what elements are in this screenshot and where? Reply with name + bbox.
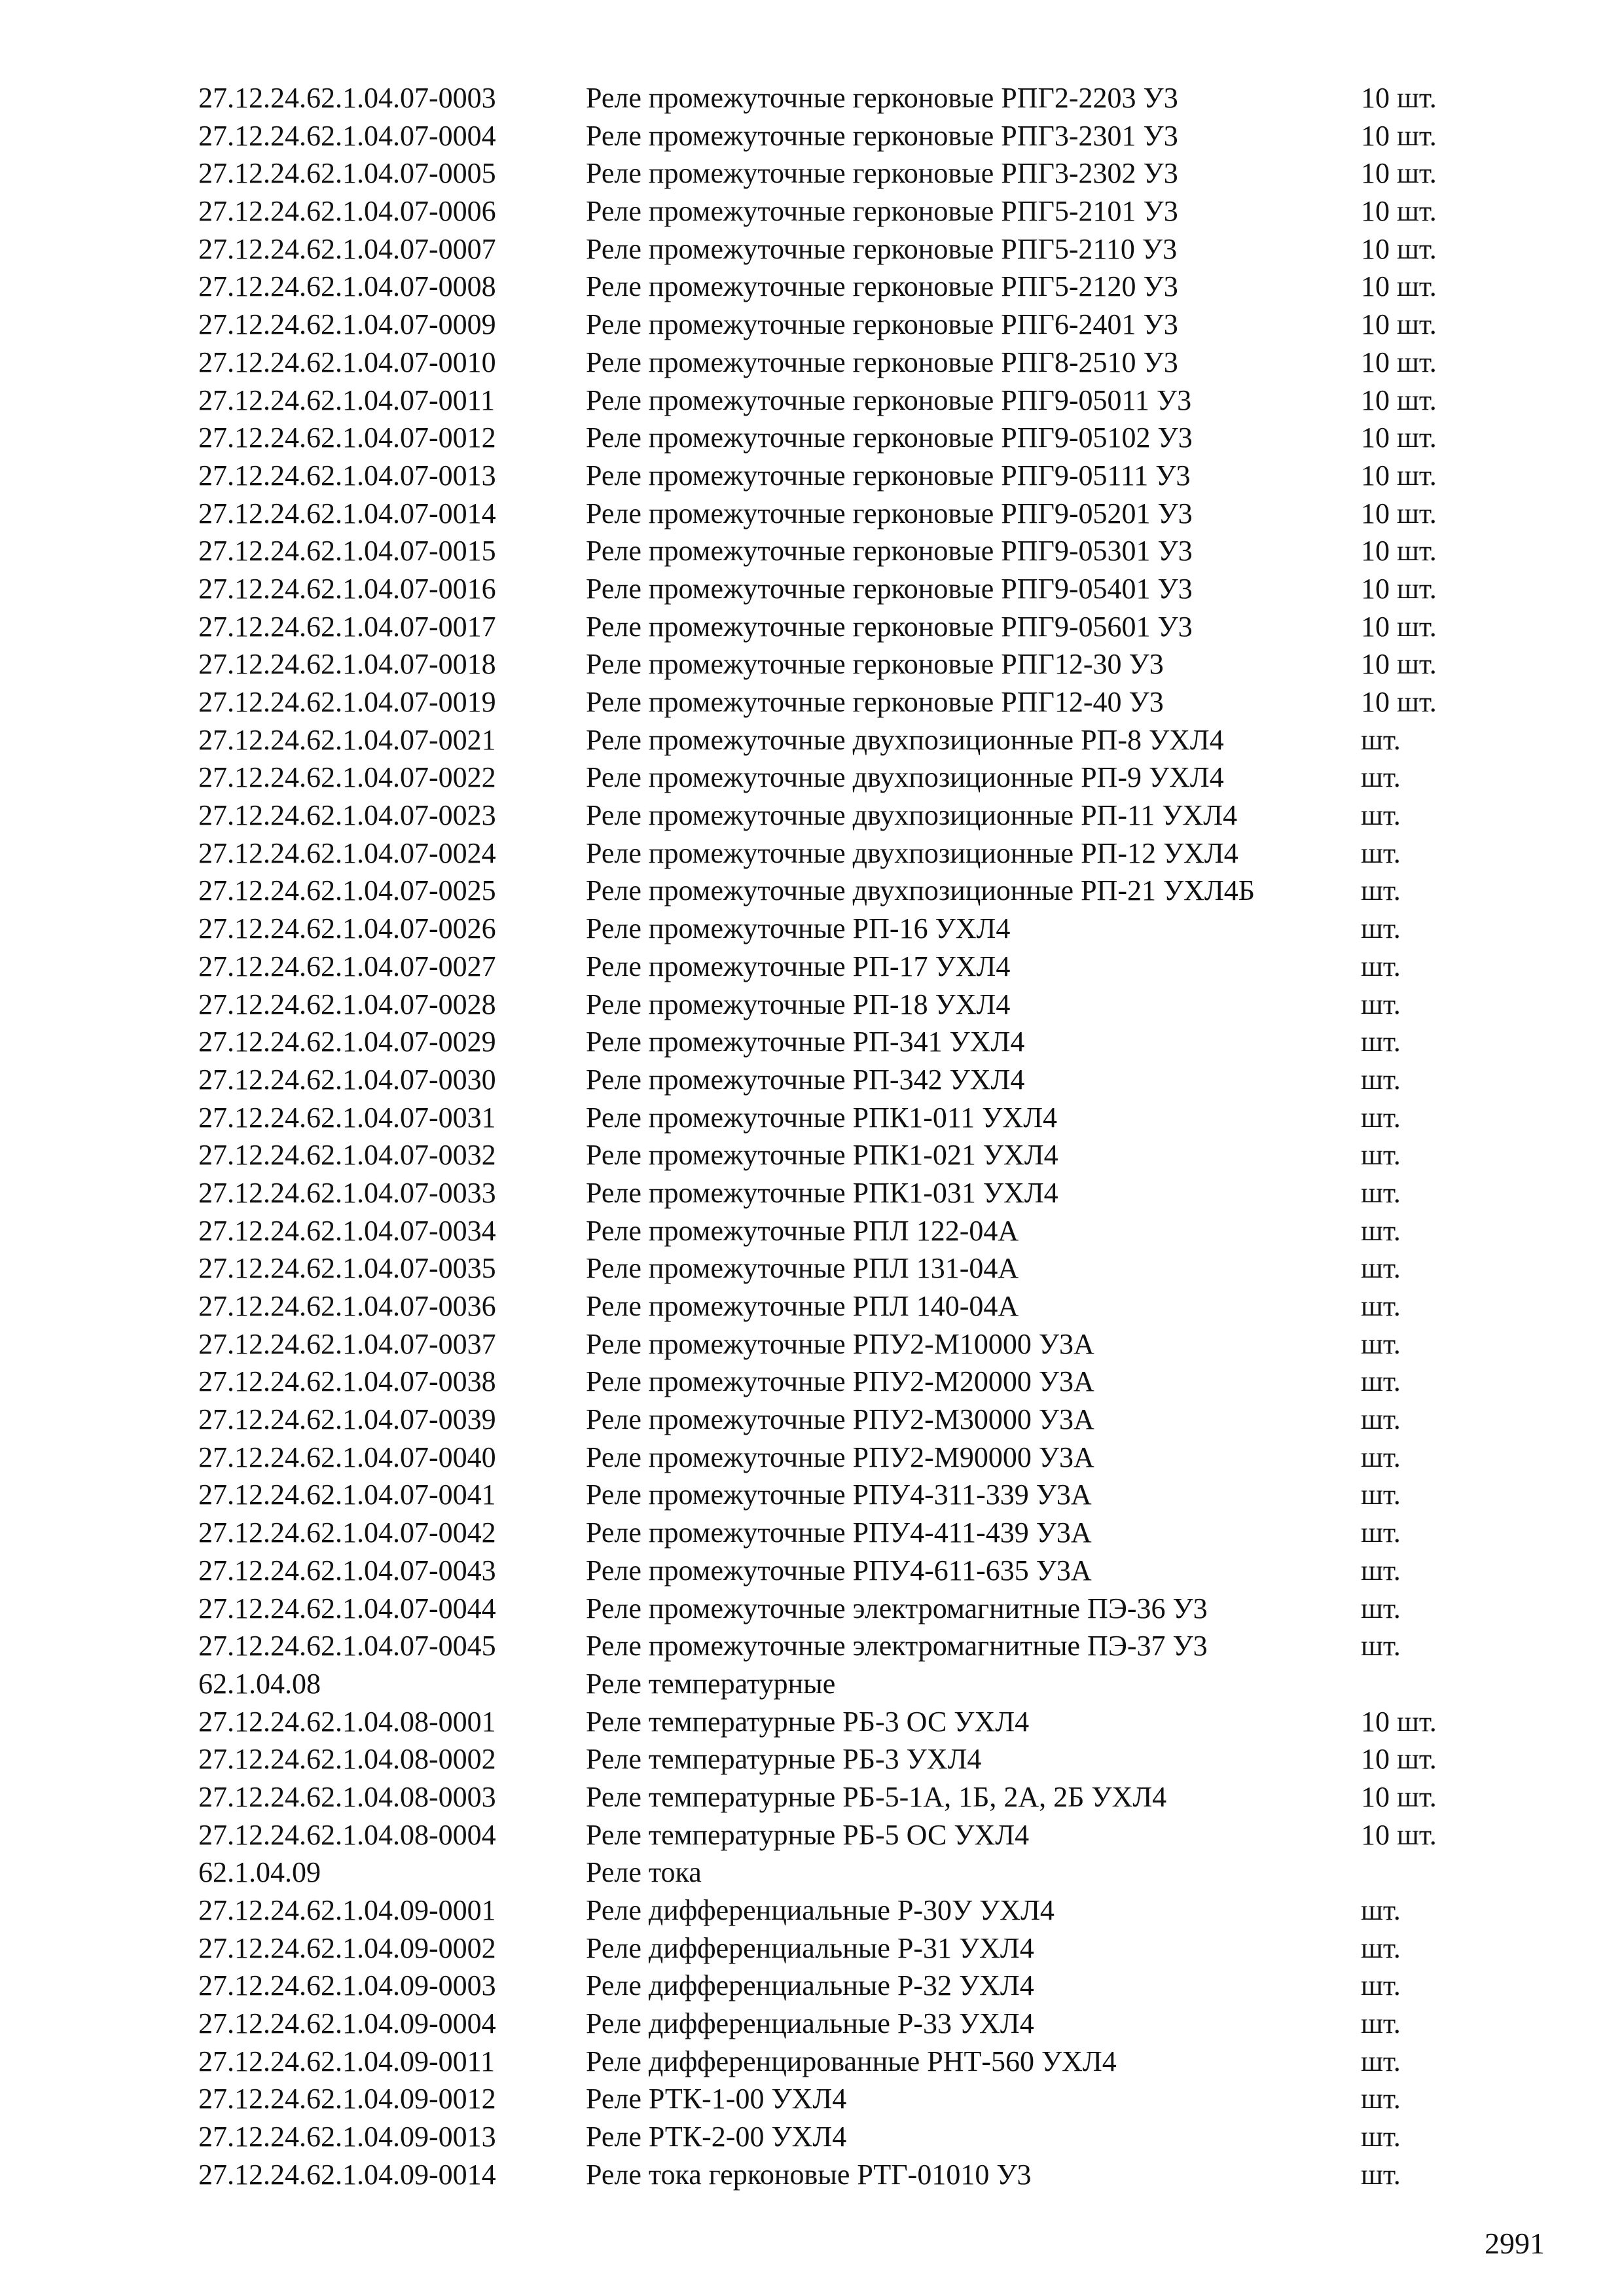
item-unit: 10 шт. — [1361, 232, 1437, 265]
item-code: 27.12.24.62.1.04.07-0022 — [198, 761, 496, 794]
list-item — [0, 721, 1624, 759]
item-name: Реле промежуточные РПУ4-411-439 У3А — [586, 1516, 1092, 1549]
item-code: 27.12.24.62.1.04.07-0016 — [198, 572, 496, 605]
item-code: 27.12.24.62.1.04.07-0003 — [198, 82, 496, 114]
item-name: Реле промежуточные РПК1-021 УХЛ4 — [586, 1139, 1058, 1172]
item-name: Реле промежуточные герконовые РПГ9-05111 У3 — [586, 459, 1191, 492]
item-unit: шт. — [1361, 1101, 1401, 1134]
item-code: 27.12.24.62.1.04.07-0040 — [198, 1441, 496, 1473]
item-name: Реле промежуточные герконовые РПГ8-2510 У3 — [586, 346, 1178, 378]
item-unit: шт. — [1361, 1479, 1401, 1511]
item-name: Реле температурные РБ-3 ОС УХЛ4 — [586, 1705, 1030, 1738]
item-name: Реле температурные РБ-5-1А, 1Б, 2А, 2Б УХЛ4 — [586, 1780, 1167, 1813]
list-item — [0, 382, 1624, 420]
item-unit: 10 шт. — [1361, 1743, 1437, 1776]
item-name: Реле промежуточные герконовые РПГ9-05201 У3 — [586, 497, 1193, 529]
item-name: Реле промежуточные РПЛ 140-04А — [586, 1290, 1019, 1322]
item-name: Реле дифференциальные Р-33 УХЛ4 — [586, 2007, 1034, 2040]
list-item — [0, 1740, 1624, 1778]
item-code: 27.12.24.62.1.04.07-0023 — [198, 799, 496, 832]
item-unit: шт. — [1361, 2045, 1401, 2077]
list-item — [0, 154, 1624, 192]
list-item — [0, 1627, 1624, 1665]
list-item — [0, 344, 1624, 382]
item-name: Реле промежуточные двухпозиционные РП-9 УХЛ4 — [586, 761, 1224, 794]
list-item — [0, 2118, 1624, 2156]
item-unit: шт. — [1361, 1630, 1401, 1662]
item-code: 27.12.24.62.1.04.07-0038 — [198, 1365, 496, 1398]
item-unit: шт. — [1361, 1516, 1401, 1549]
item-unit: 10 шт. — [1361, 82, 1437, 114]
item-unit: шт. — [1361, 1026, 1401, 1058]
item-name: Реле дифференциальные Р-32 УХЛ4 — [586, 1969, 1034, 2002]
item-unit: 10 шт. — [1361, 308, 1437, 341]
list-item — [0, 2043, 1624, 2081]
list-item — [0, 532, 1624, 570]
item-unit: 10 шт. — [1361, 648, 1437, 681]
item-name: Реле промежуточные герконовые РПГ9-05011 У3 — [586, 384, 1192, 416]
item-unit: 10 шт. — [1361, 384, 1437, 416]
item-code: 27.12.24.62.1.04.07-0010 — [198, 346, 496, 378]
item-name: Реле промежуточные РПУ4-611-635 У3А — [586, 1554, 1092, 1587]
list-item — [0, 910, 1624, 948]
item-list — [0, 79, 1624, 2194]
item-name: Реле РТК-2-00 УХЛ4 — [586, 2121, 847, 2153]
item-code: 27.12.24.62.1.04.07-0017 — [198, 610, 496, 643]
item-unit: шт. — [1361, 799, 1401, 832]
item-unit: 10 шт. — [1361, 535, 1437, 567]
item-unit: шт. — [1361, 2158, 1401, 2191]
item-name: Реле промежуточные электромагнитные ПЭ-37 У3 — [586, 1630, 1208, 1662]
list-item — [0, 1665, 1624, 1703]
list-item — [0, 1778, 1624, 1816]
list-item — [0, 1476, 1624, 1514]
item-name: Реле дифференциальные Р-30У УХЛ4 — [586, 1894, 1055, 1926]
item-name: Реле температурные РБ-3 УХЛ4 — [586, 1743, 982, 1776]
list-item — [0, 797, 1624, 834]
list-item — [0, 1703, 1624, 1741]
item-name: Реле промежуточные герконовые РПГ3-2302 У3 — [586, 157, 1178, 190]
item-unit: 10 шт. — [1361, 497, 1437, 529]
list-item — [0, 1439, 1624, 1477]
item-name: Реле промежуточные герконовые РПГ9-05301 У3 — [586, 535, 1193, 567]
item-name: Реле промежуточные двухпозиционные РП-12 УХЛ4 — [586, 836, 1238, 869]
item-code: 27.12.24.62.1.04.09-0004 — [198, 2007, 496, 2040]
list-item — [0, 1401, 1624, 1439]
item-unit: шт. — [1361, 1554, 1401, 1587]
item-unit: шт. — [1361, 1403, 1401, 1436]
list-item — [0, 1967, 1624, 2005]
item-unit: шт. — [1361, 1252, 1401, 1285]
list-item — [0, 419, 1624, 457]
item-name: Реле промежуточные РПУ2-М30000 У3А — [586, 1403, 1094, 1436]
item-name: Реле температурные РБ-5 ОС УХЛ4 — [586, 1818, 1030, 1851]
list-item — [0, 834, 1624, 872]
item-name: Реле промежуточные двухпозиционные РП-8 УХЛ4 — [586, 723, 1224, 756]
list-item — [0, 457, 1624, 495]
item-unit: шт. — [1361, 1176, 1401, 1209]
item-name: Реле промежуточные электромагнитные ПЭ-36 У3 — [586, 1592, 1208, 1624]
item-unit: шт. — [1361, 1441, 1401, 1473]
item-code: 27.12.24.62.1.04.07-0013 — [198, 459, 496, 492]
item-name: Реле дифференциальные Р-31 УХЛ4 — [586, 1931, 1034, 1964]
item-code: 62.1.04.08 — [198, 1667, 321, 1700]
item-name: Реле промежуточные герконовые РПГ3-2301 У3 — [586, 119, 1178, 152]
item-code: 27.12.24.62.1.04.07-0015 — [198, 535, 496, 567]
item-code: 27.12.24.62.1.04.07-0004 — [198, 119, 496, 152]
page-number: 2991 — [1485, 2227, 1545, 2260]
item-name: Реле промежуточные герконовые РПГ5-2110 У3 — [586, 232, 1178, 265]
list-item — [0, 1363, 1624, 1401]
item-code: 27.12.24.62.1.04.07-0019 — [198, 686, 496, 718]
item-unit: 10 шт. — [1361, 119, 1437, 152]
item-code: 27.12.24.62.1.04.09-0002 — [198, 1931, 496, 1964]
item-unit: шт. — [1361, 1931, 1401, 1964]
list-item — [0, 948, 1624, 986]
list-item — [0, 2005, 1624, 2043]
list-item — [0, 1892, 1624, 1929]
item-name: Реле промежуточные герконовые РПГ5-2101 У3 — [586, 195, 1178, 228]
list-item — [0, 268, 1624, 306]
item-unit: 10 шт. — [1361, 195, 1437, 228]
list-item — [0, 1552, 1624, 1590]
item-code: 27.12.24.62.1.04.07-0029 — [198, 1026, 496, 1058]
item-code: 27.12.24.62.1.04.09-0003 — [198, 1969, 496, 2002]
item-code: 27.12.24.62.1.04.07-0034 — [198, 1214, 496, 1247]
item-unit: шт. — [1361, 2007, 1401, 2040]
item-code: 27.12.24.62.1.04.07-0024 — [198, 836, 496, 869]
item-name: Реле промежуточные РПК1-011 УХЛ4 — [586, 1101, 1058, 1134]
item-name: Реле РТК-1-00 УХЛ4 — [586, 2083, 847, 2115]
item-name: Реле промежуточные РП-17 УХЛ4 — [586, 950, 1011, 982]
list-item — [0, 306, 1624, 344]
item-code: 27.12.24.62.1.04.07-0005 — [198, 157, 496, 190]
item-code: 27.12.24.62.1.04.08-0002 — [198, 1743, 496, 1776]
item-name: Реле промежуточные РПК1-031 УХЛ4 — [586, 1176, 1058, 1209]
item-name: Реле промежуточные двухпозиционные РП-21 УХЛ4Б — [586, 874, 1255, 907]
item-name: Реле промежуточные РПЛ 131-04А — [586, 1252, 1019, 1285]
list-item — [0, 1174, 1624, 1212]
list-item — [0, 872, 1624, 910]
item-code: 27.12.24.62.1.04.08-0001 — [198, 1705, 496, 1738]
item-name: Реле промежуточные РПУ2-М10000 У3А — [586, 1327, 1094, 1360]
list-item — [0, 1325, 1624, 1363]
item-code: 27.12.24.62.1.04.07-0025 — [198, 874, 496, 907]
item-unit: 10 шт. — [1361, 1705, 1437, 1738]
item-code: 27.12.24.62.1.04.07-0043 — [198, 1554, 496, 1587]
item-code: 27.12.24.62.1.04.07-0027 — [198, 950, 496, 982]
item-unit: шт. — [1361, 1894, 1401, 1926]
item-name: Реле промежуточные РПУ2-М90000 У3А — [586, 1441, 1094, 1473]
item-name: Реле промежуточные герконовые РПГ9-05601 У3 — [586, 610, 1193, 643]
item-unit: шт. — [1361, 1063, 1401, 1096]
item-unit: шт. — [1361, 1327, 1401, 1360]
item-code: 27.12.24.62.1.04.07-0009 — [198, 308, 496, 341]
item-unit: 10 шт. — [1361, 270, 1437, 303]
item-name: Реле промежуточные РП-342 УХЛ4 — [586, 1063, 1025, 1096]
list-item — [0, 192, 1624, 230]
item-name: Реле температурные — [586, 1667, 836, 1700]
list-item — [0, 1249, 1624, 1287]
item-unit: шт. — [1361, 1214, 1401, 1247]
item-name: Реле тока герконовые РТГ-01010 У3 — [586, 2158, 1032, 2191]
item-name: Реле промежуточные герконовые РПГ2-2203 У3 — [586, 82, 1178, 114]
item-code: 27.12.24.62.1.04.07-0032 — [198, 1139, 496, 1172]
item-code: 27.12.24.62.1.04.09-0011 — [198, 2045, 496, 2077]
item-code: 27.12.24.62.1.04.09-0012 — [198, 2083, 496, 2115]
item-code: 27.12.24.62.1.04.07-0014 — [198, 497, 496, 529]
list-item — [0, 117, 1624, 155]
list-item — [0, 1514, 1624, 1552]
item-code: 27.12.24.62.1.04.07-0006 — [198, 195, 496, 228]
item-unit: шт. — [1361, 1290, 1401, 1322]
item-code: 27.12.24.62.1.04.08-0003 — [198, 1780, 496, 1813]
list-item — [0, 608, 1624, 646]
item-code: 62.1.04.09 — [198, 1856, 321, 1889]
item-unit: шт. — [1361, 874, 1401, 907]
item-unit: 10 шт. — [1361, 422, 1437, 454]
item-unit: 10 шт. — [1361, 610, 1437, 643]
item-unit: 10 шт. — [1361, 157, 1437, 190]
item-unit: шт. — [1361, 2083, 1401, 2115]
list-item — [0, 1854, 1624, 1892]
list-item — [0, 1212, 1624, 1250]
list-item — [0, 79, 1624, 117]
item-name: Реле промежуточные РПУ2-М20000 У3А — [586, 1365, 1094, 1398]
item-code: 27.12.24.62.1.04.07-0033 — [198, 1176, 496, 1209]
item-name: Реле промежуточные герконовые РПГ12-40 У3 — [586, 686, 1164, 718]
list-item — [0, 1099, 1624, 1137]
item-unit: шт. — [1361, 761, 1401, 794]
list-item — [0, 1061, 1624, 1099]
item-code: 27.12.24.62.1.04.07-0030 — [198, 1063, 496, 1096]
item-code: 27.12.24.62.1.04.07-0012 — [198, 422, 496, 454]
list-item — [0, 1590, 1624, 1628]
item-name: Реле промежуточные РП-16 УХЛ4 — [586, 912, 1011, 945]
item-name: Реле промежуточные РП-18 УХЛ4 — [586, 988, 1011, 1020]
item-unit: 10 шт. — [1361, 686, 1437, 718]
item-name: Реле промежуточные герконовые РПГ5-2120 У3 — [586, 270, 1178, 303]
item-unit: шт. — [1361, 950, 1401, 982]
item-code: 27.12.24.62.1.04.09-0013 — [198, 2121, 496, 2153]
item-code: 27.12.24.62.1.04.07-0018 — [198, 648, 496, 681]
item-unit: шт. — [1361, 1592, 1401, 1624]
list-item — [0, 1287, 1624, 1325]
item-code: 27.12.24.62.1.04.09-0014 — [198, 2158, 496, 2191]
item-unit: шт. — [1361, 723, 1401, 756]
list-item — [0, 1816, 1624, 1854]
item-code: 27.12.24.62.1.04.07-0007 — [198, 232, 496, 265]
item-code: 27.12.24.62.1.04.07-0036 — [198, 1290, 496, 1322]
item-code: 27.12.24.62.1.04.07-0042 — [198, 1516, 496, 1549]
item-name: Реле дифференцированные РНТ-560 УХЛ4 — [586, 2045, 1117, 2077]
list-item — [0, 986, 1624, 1024]
item-name: Реле промежуточные герконовые РПГ12-30 У3 — [586, 648, 1164, 681]
item-name: Реле промежуточные РПУ4-311-339 У3А — [586, 1479, 1092, 1511]
list-item — [0, 1023, 1624, 1061]
item-unit: 10 шт. — [1361, 1780, 1437, 1813]
list-item — [0, 683, 1624, 721]
item-code: 27.12.24.62.1.04.07-0021 — [198, 723, 496, 756]
item-name: Реле тока — [586, 1856, 702, 1889]
item-name: Реле промежуточные двухпозиционные РП-11 УХЛ4 — [586, 799, 1238, 832]
item-code: 27.12.24.62.1.04.07-0041 — [198, 1479, 496, 1511]
item-name: Реле промежуточные РПЛ 122-04А — [586, 1214, 1019, 1247]
item-unit: шт. — [1361, 2121, 1401, 2153]
item-unit: шт. — [1361, 1365, 1401, 1398]
list-item — [0, 1929, 1624, 1967]
item-unit: шт. — [1361, 1969, 1401, 2002]
item-unit: 10 шт. — [1361, 346, 1437, 378]
list-item — [0, 570, 1624, 608]
item-code: 27.12.24.62.1.04.09-0001 — [198, 1894, 496, 1926]
list-item — [0, 1136, 1624, 1174]
item-unit: шт. — [1361, 1139, 1401, 1172]
list-item — [0, 230, 1624, 268]
item-code: 27.12.24.62.1.04.07-0044 — [198, 1592, 496, 1624]
item-name: Реле промежуточные герконовые РПГ9-05102 У3 — [586, 422, 1193, 454]
item-code: 27.12.24.62.1.04.07-0045 — [198, 1630, 496, 1662]
item-code: 27.12.24.62.1.04.07-0037 — [198, 1327, 496, 1360]
item-name: Реле промежуточные герконовые РПГ9-05401 У3 — [586, 572, 1193, 605]
item-unit: 10 шт. — [1361, 572, 1437, 605]
item-name: Реле промежуточные РП-341 УХЛ4 — [586, 1026, 1025, 1058]
item-code: 27.12.24.62.1.04.07-0028 — [198, 988, 496, 1020]
list-item — [0, 2156, 1624, 2194]
item-code: 27.12.24.62.1.04.07-0008 — [198, 270, 496, 303]
item-unit: шт. — [1361, 912, 1401, 945]
item-code: 27.12.24.62.1.04.07-0026 — [198, 912, 496, 945]
item-unit: 10 шт. — [1361, 459, 1437, 492]
list-item — [0, 759, 1624, 797]
list-item — [0, 645, 1624, 683]
item-code: 27.12.24.62.1.04.07-0035 — [198, 1252, 496, 1285]
item-code: 27.12.24.62.1.04.07-0011 — [198, 384, 496, 416]
item-code: 27.12.24.62.1.04.07-0039 — [198, 1403, 496, 1436]
item-code: 27.12.24.62.1.04.08-0004 — [198, 1818, 496, 1851]
list-item — [0, 2080, 1624, 2118]
item-unit: шт. — [1361, 988, 1401, 1020]
item-name: Реле промежуточные герконовые РПГ6-2401 У3 — [586, 308, 1178, 341]
list-item — [0, 495, 1624, 533]
item-unit: 10 шт. — [1361, 1818, 1437, 1851]
item-unit: шт. — [1361, 836, 1401, 869]
item-code: 27.12.24.62.1.04.07-0031 — [198, 1101, 496, 1134]
